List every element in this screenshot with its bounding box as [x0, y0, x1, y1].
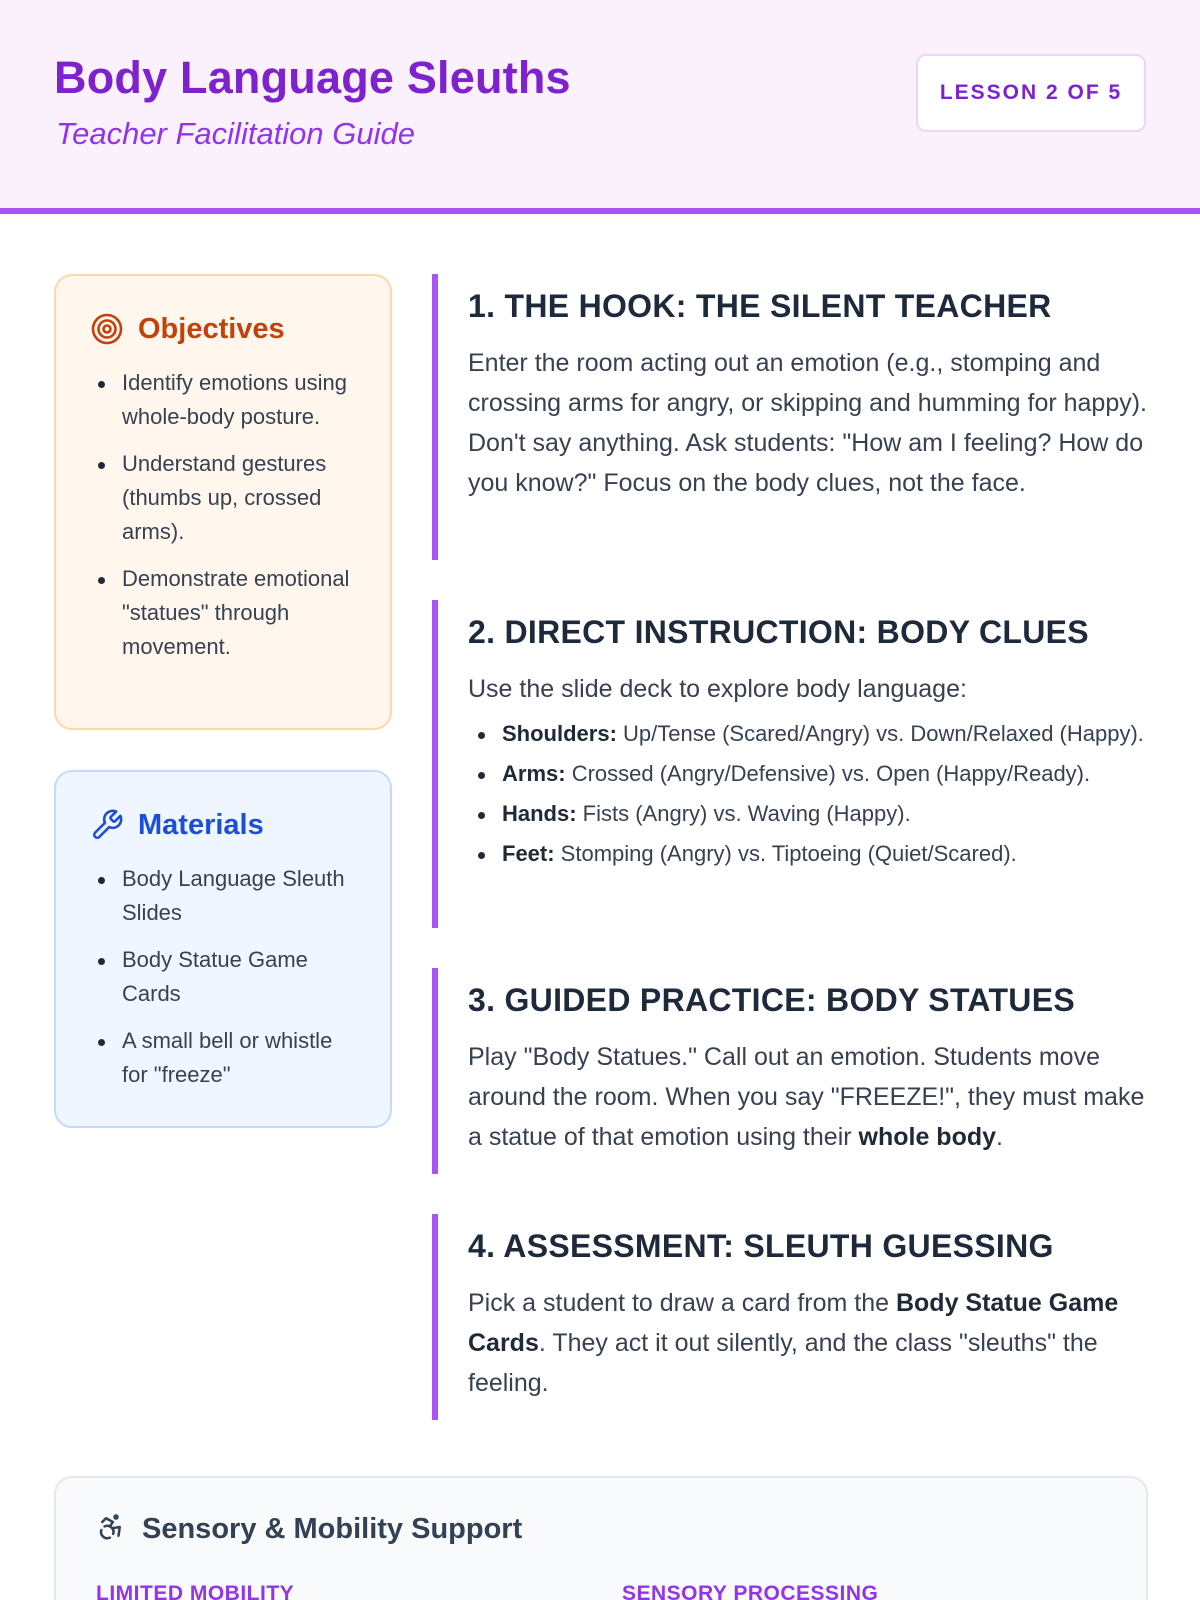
step-assessment — [432, 1214, 1152, 1420]
step-title: 1. THE HOOK: THE SILENT TEACHER — [468, 288, 1052, 324]
clue-term: Hands: — [502, 801, 577, 826]
page-subtitle: Teacher Facilitation Guide — [56, 116, 415, 151]
clue-desc: Up/Tense (Scared/Angry) vs. Down/Relaxed (Happy). — [616, 721, 1144, 746]
support-title: Sensory & Mobility Support — [142, 1513, 523, 1545]
objectives-card — [54, 274, 392, 730]
step-text-emphasis: whole body — [858, 1123, 997, 1151]
step-text: Use the slide deck to explore body language: — [468, 675, 967, 703]
clue-desc: Fists (Angry) vs. Waving (Happy). — [576, 801, 911, 826]
step-text-part: Pick a student to draw a card from the — [468, 1289, 896, 1317]
accessibility-icon — [96, 1512, 126, 1547]
step-title: 3. GUIDED PRACTICE: BODY STATUES — [468, 982, 1075, 1018]
list-item — [468, 837, 1152, 871]
clue-term: Arms: — [502, 761, 566, 786]
step-text-part: . They act it out silently, and the class "sleuths" the feeling. — [468, 1329, 1098, 1397]
page-header — [0, 0, 1200, 214]
clue-desc: Stomping (Angry) vs. Tiptoeing (Quiet/Scared). — [554, 841, 1017, 866]
step-text — [468, 1283, 1152, 1403]
list-item: A small bell or whistle for "freeze" — [90, 1024, 360, 1092]
target-icon — [90, 312, 124, 346]
step-title: 4. ASSESSMENT: SLEUTH GUESSING — [468, 1228, 1054, 1264]
support-panel — [54, 1476, 1148, 1600]
body-clues-list — [468, 717, 1152, 871]
clue-term: Feet: — [502, 841, 555, 866]
list-item: Body Statue Game Cards — [90, 943, 360, 1011]
step-text: Enter the room acting out an emotion (e.g., stomping and crossing arms for angry, or skipping and humming for happy). Don't say anything. Ask students: "How am I feeling? How do you know?" Focus on the body clues, not the face. — [468, 349, 1148, 497]
limited-mobility-heading: LIMITED MOBILITY — [96, 1582, 295, 1600]
objectives-title: Objectives — [138, 312, 285, 345]
step-title: 2. DIRECT INSTRUCTION: BODY CLUES — [468, 614, 1089, 650]
list-item: Understand gestures (thumbs up, crossed arms). — [90, 447, 360, 549]
materials-list — [90, 862, 360, 1092]
step-guided-practice — [432, 968, 1152, 1174]
step-hook — [432, 274, 1152, 560]
sensory-processing-heading: SENSORY PROCESSING — [622, 1582, 879, 1600]
list-item: Demonstrate emotional "statues" through movement. — [90, 562, 360, 664]
materials-card — [54, 770, 392, 1128]
step-text-emphasis: Body Statue Game Cards — [468, 1289, 1119, 1357]
list-item — [468, 757, 1152, 791]
page-title: Body Language Sleuths — [54, 52, 571, 103]
clue-term: Shoulders: — [502, 721, 617, 746]
list-item — [468, 797, 1152, 831]
wrench-icon — [90, 808, 124, 842]
objectives-list — [90, 366, 360, 664]
step-text — [468, 1037, 1152, 1157]
list-item: Identify emotions using whole-body posture. — [90, 366, 360, 434]
lesson-badge: LESSON 2 OF 5 — [916, 54, 1146, 132]
list-item — [468, 717, 1152, 751]
materials-title: Materials — [138, 808, 264, 841]
step-text-part: . — [996, 1123, 1003, 1151]
clue-desc: Crossed (Angry/Defensive) vs. Open (Happy/Ready). — [565, 761, 1091, 786]
step-text-part: Play "Body Statues." Call out an emotion. Students move around the room. When you say "FREEZE!", they must make a statue of that emotion using their — [468, 1043, 1145, 1151]
step-direct-instruction — [432, 600, 1152, 928]
list-item: Body Language Sleuth Slides — [90, 862, 360, 930]
